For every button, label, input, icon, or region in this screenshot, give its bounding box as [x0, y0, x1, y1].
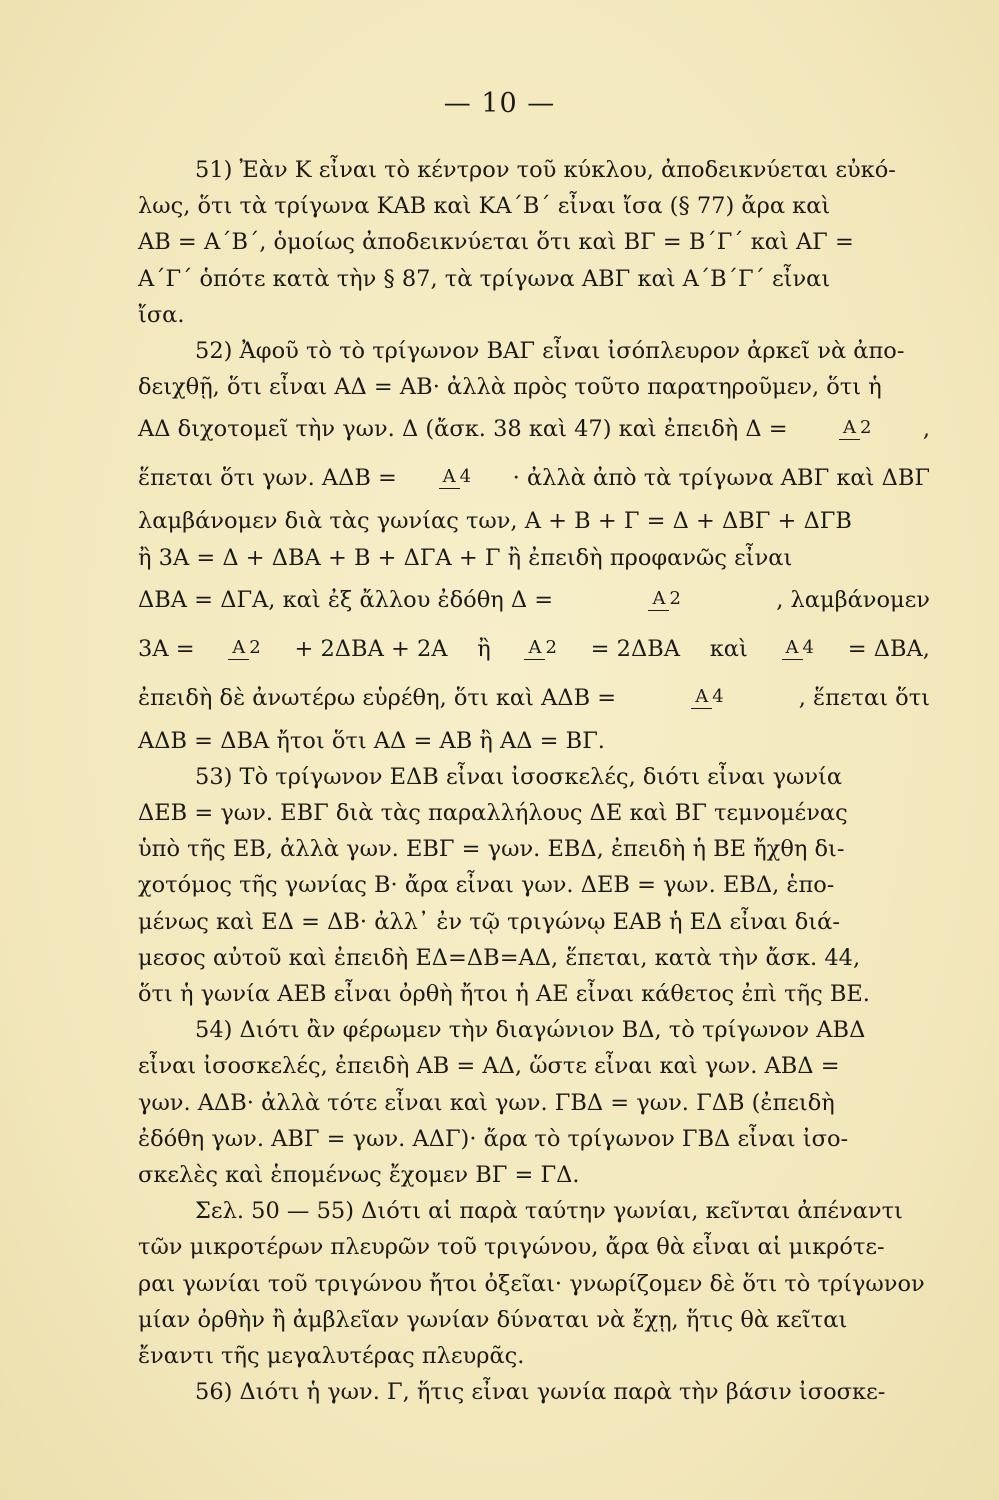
text-line: γων. ΑΔΒ· ἀλλὰ τότε εἶναι καὶ γων. ΓΒΔ = γων. ΓΔΒ (ἐπειδὴ	[138, 1089, 835, 1116]
text-line: 56) Διότι ἡ γων. Γ, ἥτις εἶναι γωνία παρὰ τὴν βάσιν ἰσοσκε-	[195, 1379, 886, 1406]
fraction: Α 4	[439, 466, 471, 489]
text-line: 54) Διότι ἂν φέρωμεν τὴν διαγώνιον ΒΔ, τὸ τρίγωνον ΑΒΔ	[195, 1017, 866, 1044]
text-line: μεσος αὐτοῦ καὶ ἐπειδὴ ΕΔ=ΔΒ=ΑΔ, ἕπεται, κατὰ τὴν ἄσκ. 44,	[138, 944, 861, 971]
text-line: δειχθῇ, ὅτι εἶναι ΑΔ = ΑΒ· ἀλλὰ πρὸς τοῦτο παρατηροῦμεν, ὅτι ἡ	[138, 374, 882, 401]
text-line: ΔΕΒ = γων. ΕΒΓ διὰ τὰς παραλλήλους ΔΕ καὶ ΒΓ τεμνομένας	[138, 800, 848, 827]
fraction: Α 2	[524, 637, 556, 660]
text-line: 51) Ἐὰν Κ εἶναι τὸ κέντρον τοῦ κύκλου, ἀποδεικνύεται εὐκό-	[195, 157, 896, 183]
text-line: ΔΒΑ = ΔΓΑ, καὶ ἐξ ἄλλου ἐδόθη Δ = Α 2 , λαμβάνομεν	[138, 586, 930, 613]
text-line: ὑπὸ τῆς ΕΒ, ἀλλὰ γων. ΕΒΓ = γων. ΕΒΔ, ἐπειδὴ ἡ ΒΕ ἤχθη δι-	[138, 836, 845, 863]
text-line: Σελ. 50 — 55) Διότι αἱ παρὰ ταύτην γωνίαι, κεῖνται ἀπέναντι	[195, 1198, 903, 1225]
fraction: Α 2	[839, 417, 871, 440]
text-line: ἐπειδὴ δὲ ἀνωτέρω εὑρέθη, ὅτι καὶ ΑΔΒ = Α 4 , ἕπεται ὅτι	[138, 684, 930, 711]
text-line: ΑΒ = Α΄Β΄, ὁμοίως ἀποδεικνύεται ὅτι καὶ ΒΓ = Β΄Γ΄ καὶ ΑΓ =	[138, 229, 854, 256]
page-number: — 10 —	[443, 88, 556, 119]
text-line: χοτόμος τῆς γωνίας Β· ἄρα εἶναι γων. ΔΕΒ = γων. ΕΒΔ, ἑπο-	[138, 872, 835, 899]
text-line: σκελὲς καὶ ἑπομένως ἔχομεν ΒΓ = ΓΔ.	[138, 1161, 580, 1188]
text-line: 53) Τὸ τρίγωνον ΕΔΒ εἶναι ἰσοσκελές, διότι εἶναι γωνία	[195, 763, 843, 790]
text-line: ραι γωνίαι τοῦ τριγώνου ἤτοι ὀξεῖαι· γνωρίζομεν δὲ ὅτι τὸ τρίγωνον	[138, 1270, 925, 1297]
text-line: ὅτι ἡ γωνία ΑΕΒ εἶναι ὀρθὴ ἤτοι ἡ ΑΕ εἶναι κάθετος ἐπὶ τῆς ΒΕ.	[138, 981, 870, 1007]
text-line: ἔναντι τῆς μεγαλυτέρας πλευρᾶς.	[138, 1342, 525, 1369]
text-line: 3Α = Α 2 + 2ΔΒΑ + 2Α ἢ Α 2 = 2ΔΒΑ καὶ Α 4 = ΔΒΑ,	[138, 635, 930, 662]
page-body	[138, 152, 930, 1410]
fraction: Α 4	[782, 637, 814, 660]
text-line: λαμβάνομεν διὰ τὰς γωνίας των, Α + Β + Γ = Δ + ΔΒΓ + ΔΓΒ	[138, 508, 852, 535]
text-line: ἴσα.	[138, 301, 185, 328]
text-line: μένως καὶ ΕΔ = ΔΒ· ἀλλ᾽ ἐν τῷ τριγώνῳ ΕΑΒ ἡ ΕΔ εἶναι διά-	[138, 908, 840, 935]
text-line: ἕπεται ὅτι γων. ΑΔΒ = Α 4 · ἀλλὰ ἀπὸ τὰ τρίγωνα ΑΒΓ καὶ ΔΒΓ	[138, 465, 930, 492]
fraction: Α 2	[648, 588, 680, 611]
text-line: τῶν μικροτέρων πλευρῶν τοῦ τριγώνου, ἄρα θὰ εἶναι αἱ μικρότε-	[138, 1234, 885, 1261]
text-line: ἢ 3Α = Δ + ΔΒΑ + Β + ΔΓΑ + Γ ἢ ἐπειδὴ προφανῶς εἶναι	[138, 544, 793, 571]
text-line: ΑΔΒ = ΔΒΑ ἤτοι ὅτι ΑΔ = ΑΒ ἢ ΑΔ = ΒΓ.	[138, 727, 605, 754]
text-line: ἐδόθη γων. ΑΒΓ = γων. ΑΔΓ)· ἄρα τὸ τρίγωνον ΓΒΔ εἶναι ἰσο-	[138, 1125, 849, 1152]
text-line: λως, ὅτι τὰ τρίγωνα ΚΑΒ καὶ ΚΑ΄Β΄ εἶναι ἴσα (§ 77) ἄρα καὶ	[138, 193, 831, 220]
text-line: 52) Ἀφοῦ τὸ τὸ τρίγωνον ΒΑΓ εἶναι ἰσόπλευρον ἀρκεῖ νὰ ἀπο-	[195, 337, 905, 364]
fraction: Α 2	[228, 637, 260, 660]
text-line: εἶναι ἰσοσκελές, ἐπειδὴ ΑΒ = ΑΔ, ὥστε εἶναι καὶ γων. ΑΒΔ =	[138, 1053, 840, 1080]
text-line: ΑΔ διχοτομεῖ τὴν γων. Δ (ἄσκ. 38 καὶ 47) καὶ ἐπειδὴ Δ = Α 2 ,	[138, 416, 930, 443]
text-line: μίαν ὀρθὴν ἢ ἀμβλεῖαν γωνίαν δύναται νὰ ἔχῃ, ἥτις θὰ κεῖται	[138, 1306, 848, 1333]
fraction: Α 4	[691, 686, 723, 709]
text-line: Α΄Γ΄ ὁπότε κατὰ τὴν § 87, τὰ τρίγωνα ΑΒΓ καὶ Α΄Β΄Γ΄ εἶναι	[138, 265, 831, 292]
